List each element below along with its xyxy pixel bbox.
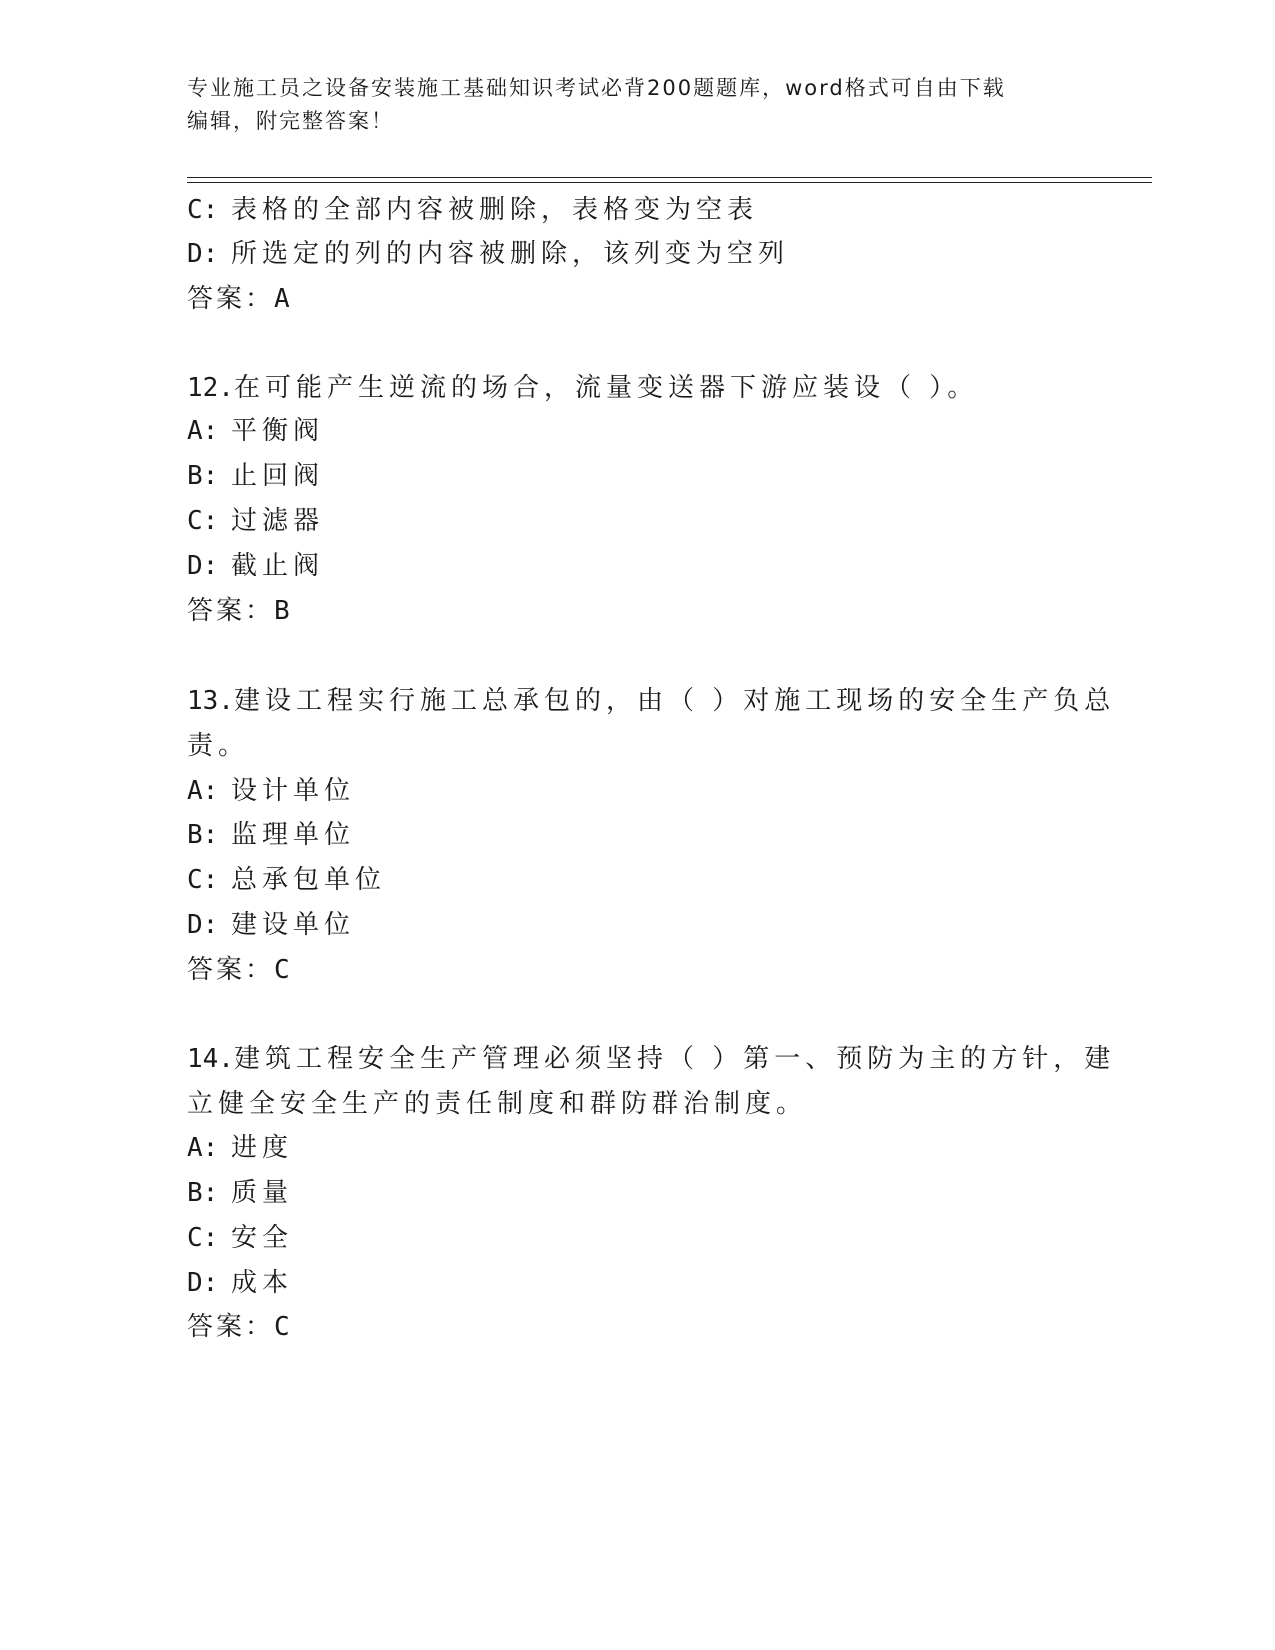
option-letter: D: bbox=[187, 1268, 219, 1298]
option-b bbox=[187, 459, 324, 493]
question-stem-line-1: 在可能产生逆流的场合，流量变送器下游应装设（ ）。 bbox=[233, 373, 979, 403]
option-text: 总承包单位 bbox=[231, 865, 387, 895]
answer-label: 答案： bbox=[187, 955, 275, 985]
question-stem bbox=[187, 1042, 1115, 1076]
answer-value: B bbox=[274, 596, 290, 626]
option-c bbox=[187, 1221, 293, 1255]
option-text: 止回阀 bbox=[231, 461, 325, 491]
answer-value: C bbox=[274, 1312, 290, 1342]
question-stem-continuation bbox=[187, 1087, 807, 1121]
answer-line bbox=[187, 594, 290, 628]
header-line-1: 专业施工员之设备安装施工基础知识考试必背200题题库，word格式可自由下载 bbox=[187, 76, 1006, 100]
option-d bbox=[187, 908, 355, 942]
header-line-2: 编辑，附完整答案！ bbox=[187, 109, 394, 133]
option-letter: C: bbox=[187, 865, 219, 895]
option-text: 表格的全部内容被删除，表格变为空表 bbox=[231, 195, 759, 225]
option-letter: D: bbox=[187, 551, 219, 581]
option-text: 建设单位 bbox=[231, 910, 356, 940]
option-letter: A: bbox=[187, 416, 219, 446]
question-stem-line-2: 立健全安全生产的责任制度和群防群治制度。 bbox=[187, 1089, 808, 1119]
option-letter: A: bbox=[187, 1133, 219, 1163]
option-c bbox=[187, 193, 758, 227]
question-number: 12. bbox=[187, 373, 234, 403]
question-stem-line-1: 建筑工程安全生产管理必须坚持（ ）第一、预防为主的方针，建 bbox=[233, 1044, 1116, 1074]
option-c bbox=[187, 504, 324, 538]
answer-line bbox=[187, 1310, 290, 1344]
option-letter: A: bbox=[187, 776, 219, 806]
option-letter: D: bbox=[187, 910, 219, 940]
header-divider-bottom bbox=[187, 182, 1152, 183]
option-letter: B: bbox=[187, 461, 219, 491]
answer-line bbox=[187, 282, 290, 316]
answer-label: 答案： bbox=[187, 284, 275, 314]
option-letter: C: bbox=[187, 506, 219, 536]
option-text: 设计单位 bbox=[231, 776, 356, 806]
option-text: 成本 bbox=[231, 1268, 294, 1298]
option-c bbox=[187, 863, 386, 897]
option-letter: D: bbox=[187, 239, 219, 269]
option-text: 平衡阀 bbox=[231, 416, 325, 446]
option-text: 截止阀 bbox=[231, 551, 325, 581]
answer-line bbox=[187, 953, 290, 987]
document-header bbox=[187, 72, 1067, 138]
option-letter: C: bbox=[187, 1223, 219, 1253]
option-text: 安全 bbox=[231, 1223, 294, 1253]
question-number: 13. bbox=[187, 686, 234, 716]
answer-value: A bbox=[274, 284, 290, 314]
option-d bbox=[187, 237, 789, 271]
option-letter: B: bbox=[187, 1178, 219, 1208]
option-text: 监理单位 bbox=[231, 820, 356, 850]
question-stem-line-2: 责。 bbox=[187, 731, 250, 761]
option-text: 质量 bbox=[231, 1178, 294, 1208]
question-number: 14. bbox=[187, 1044, 234, 1074]
answer-label: 答案： bbox=[187, 1312, 275, 1342]
question-stem-continuation bbox=[187, 729, 249, 763]
answer-value: C bbox=[274, 955, 290, 985]
question-stem bbox=[187, 371, 978, 405]
option-letter: C: bbox=[187, 195, 219, 225]
option-letter: B: bbox=[187, 820, 219, 850]
option-a bbox=[187, 414, 324, 448]
option-a bbox=[187, 774, 355, 808]
question-stem bbox=[187, 684, 1115, 718]
option-b bbox=[187, 818, 355, 852]
header-divider-top bbox=[187, 177, 1152, 178]
answer-label: 答案： bbox=[187, 596, 275, 626]
option-a bbox=[187, 1131, 293, 1165]
option-text: 过滤器 bbox=[231, 506, 325, 536]
question-stem-line-1: 建设工程实行施工总承包的，由（ ）对施工现场的安全生产负总 bbox=[233, 686, 1116, 716]
option-d bbox=[187, 1266, 293, 1300]
option-b bbox=[187, 1176, 293, 1210]
option-d bbox=[187, 549, 324, 583]
option-text: 所选定的列的内容被删除，该列变为空列 bbox=[231, 239, 790, 269]
option-text: 进度 bbox=[231, 1133, 294, 1163]
